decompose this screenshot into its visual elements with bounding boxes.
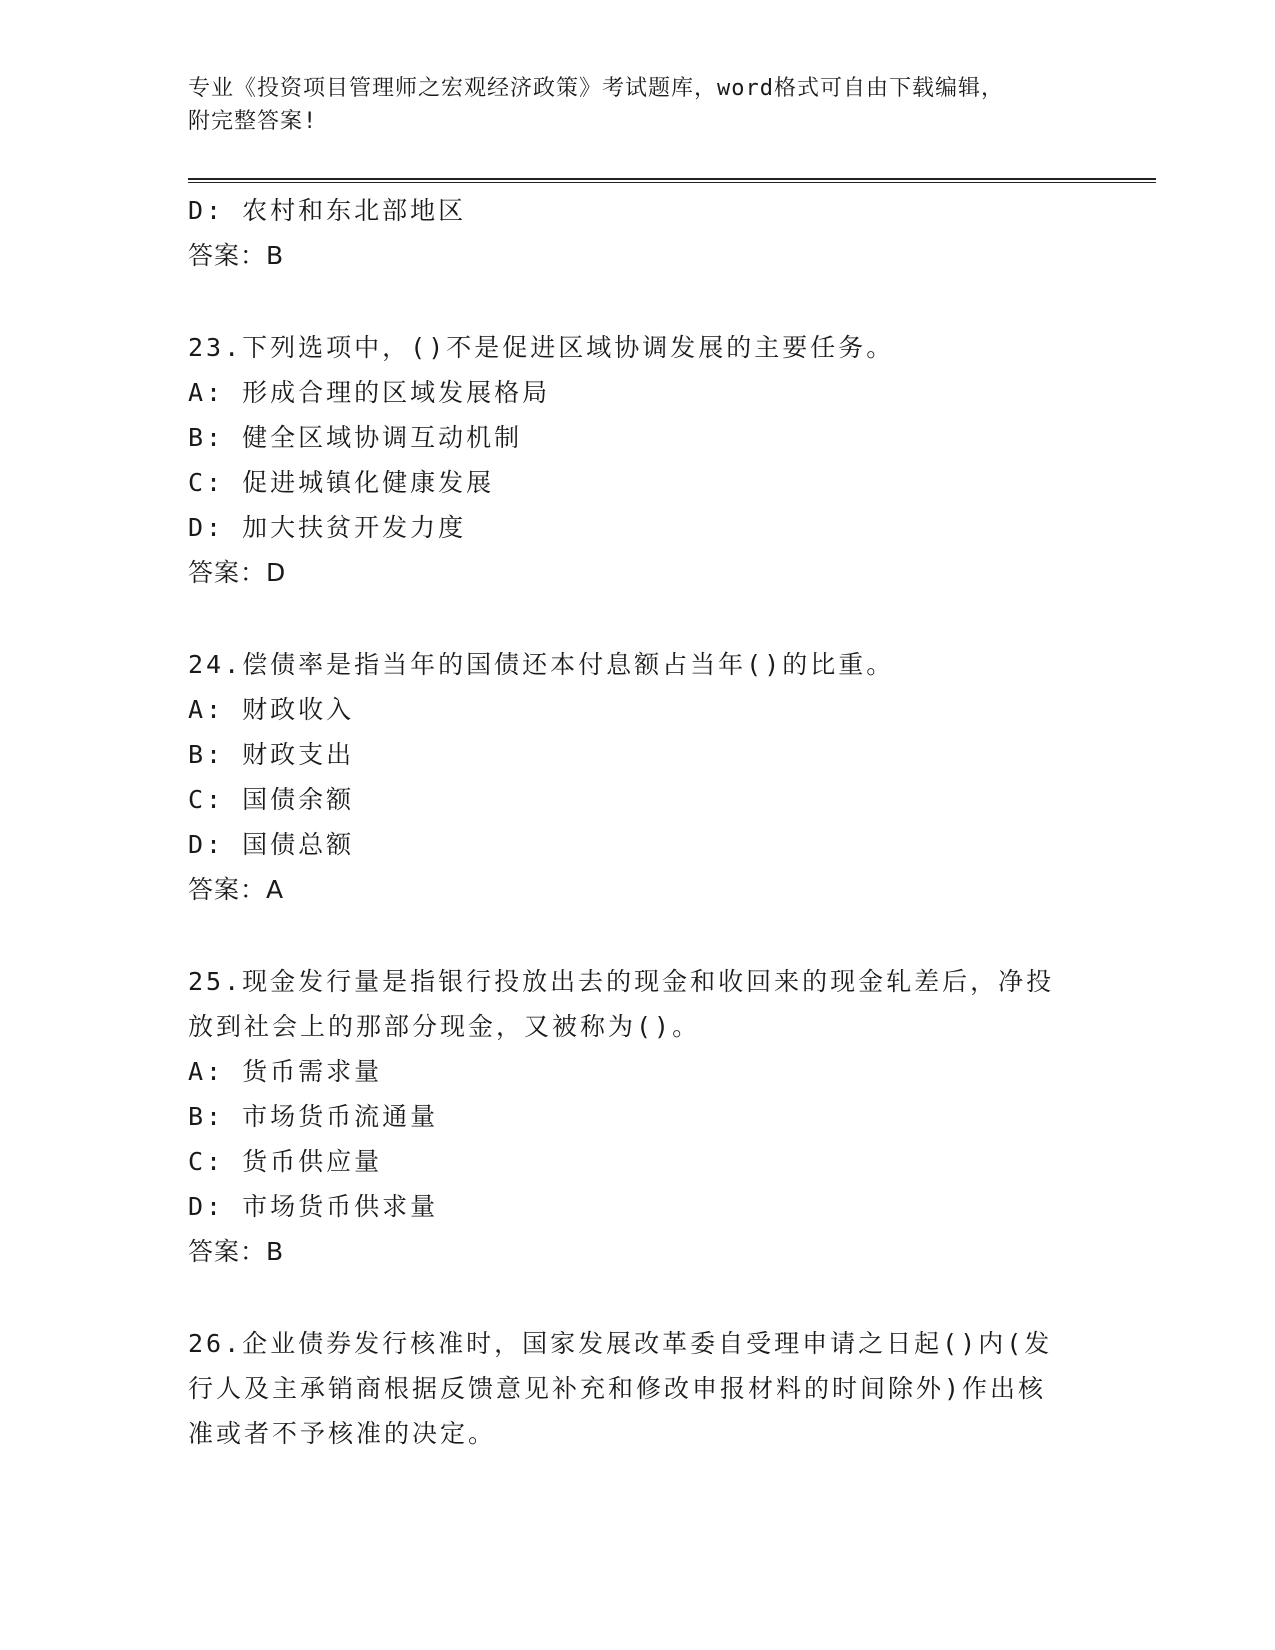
question-23: [188, 325, 1088, 595]
question-24: [188, 642, 1088, 912]
option-d: D: 市场货币供求量: [188, 1192, 439, 1221]
question-text-line-1: 25.现金发行量是指银行投放出去的现金和收回来的现金轧差后，净投: [188, 967, 1055, 996]
option-a: A: 形成合理的区域发展格局: [188, 378, 551, 407]
question-text-line-3: 准或者不予核准的决定。: [188, 1419, 497, 1448]
option-b: B: 市场货币流通量: [188, 1102, 439, 1131]
option-b: B: 财政支出: [188, 740, 355, 769]
answer-line: 答案：D: [188, 558, 287, 587]
header-divider: [188, 178, 1156, 183]
question-25: [188, 959, 1088, 1274]
question-26: [188, 1321, 1088, 1456]
answer-line: 答案：B: [188, 1237, 285, 1266]
question-text-line-2: 行人及主承销商根据反馈意见补充和修改申报材料的时间除外)作出核: [188, 1374, 1047, 1403]
option-a: A: 货币需求量: [188, 1057, 383, 1086]
header-line-1: 专业《投资项目管理师之宏观经济政策》考试题库，word格式可自由下载编辑，: [188, 76, 1004, 101]
option-d: D: 农村和东北部地区: [188, 196, 467, 225]
document-body: [188, 188, 1088, 1456]
question-text-line-1: 26.企业债券发行核准时，国家发展改革委自受理申请之日起()内(发: [188, 1329, 1053, 1358]
option-d: D: 国债总额: [188, 830, 355, 859]
option-a: A: 财政收入: [188, 695, 355, 724]
question-text-line-2: 放到社会上的那部分现金，又被称为()。: [188, 1012, 701, 1041]
page-header: [188, 72, 1088, 138]
option-c: C: 促进城镇化健康发展: [188, 468, 495, 497]
option-c: C: 货币供应量: [188, 1147, 383, 1176]
question-text: 24.偿债率是指当年的国债还本付息额占当年()的比重。: [188, 650, 895, 679]
option-c: C: 国债余额: [188, 785, 355, 814]
option-b: B: 健全区域协调互动机制: [188, 423, 523, 452]
header-line-2: 附完整答案!: [188, 109, 318, 134]
question-text: 23.下列选项中，()不是促进区域协调发展的主要任务。: [188, 333, 895, 362]
answer-line: 答案：B: [188, 241, 285, 270]
question-22-tail: [188, 188, 1088, 278]
answer-line: 答案：A: [188, 875, 285, 904]
option-d: D: 加大扶贫开发力度: [188, 513, 467, 542]
